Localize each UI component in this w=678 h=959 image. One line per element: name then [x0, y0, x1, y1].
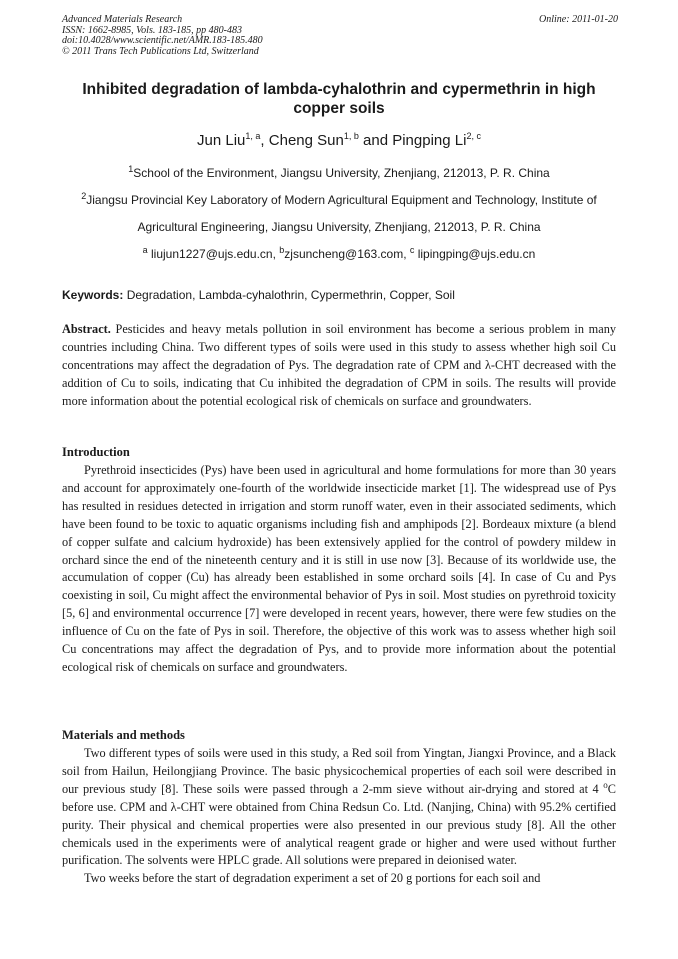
email-superscript: a	[142, 245, 148, 255]
abstract	[62, 321, 616, 411]
methods-text: C before use. CPM and λ-CHT were obtained from China Redsun Co. Ltd. (Nanjing, China) with 95.2% certified purity. Their physical and chemical properties were also presented in our previous study [8]. All the other chemicals used in the experiments were of analytical reagent grade or higher and were used without further purification. The solvents were HPLC grade. All solutions were prepared in deionised water.	[62, 781, 616, 868]
author-superscript: 2, c	[466, 131, 481, 141]
email-link[interactable]: liujun1227@ujs.edu.cn,	[147, 247, 280, 261]
journal-header	[62, 15, 618, 57]
methods-text: Two different types of soils were used in this study, a Red soil from Yingtan, Jiangxi Province, and a Black soil from Hailun, Heilongjiang Province. The basic physicochemical properties of each soil were described in our previous study [8]. These soils were passed through a 2-mm sieve without air-drying and stored at 4	[62, 746, 616, 796]
online-date: Online: 2011-01-20	[539, 14, 618, 25]
author-superscript: 1, b	[343, 131, 359, 141]
degree-superscript: o	[603, 779, 608, 790]
affiliation-2	[62, 193, 616, 207]
introduction-paragraph: Pyrethroid insecticides (Pys) have been used in agricultural and home formulations for more than 30 years and account for approximately one-fourth of the worldwide insecticide market [1]. The widespread use of Pys has resulted in residues detected in irrigation and storm runoff water, even in their associated sediments, which have been found to be toxic to aquatic organisms including fish and amphipods [2]. Bordeaux mixture (a blend of copper sulfate and calcium hydroxide) has been extensively applied for the control of powdery mildew in orchard since the end of the nineteenth century and it is still in use now [3]. Because of its worldwide use, the accumulation of copper (Cu) has already been established in some orchard soils [4]. In case of Cu and Pys coexisting in soil, Cu might affect the environmental behavior of Pys in soil. Most studies on pyrethroid toxicity [5, 6] and environmental occurrence [7] were developed in recent years, however, there were few studies on the influence of Cu on the fate of Pys in soil. Therefore, the objective of this work was to assess whether high soil Cu concentrations may affect the degradation of Pys, and to provide more information about the potential ecological risk of chemicals on surface and groundwaters.	[62, 463, 616, 674]
doi-line: doi:10.4028/www.scientific.net/AMR.183-185.480	[62, 35, 263, 46]
methods-paragraph-1	[62, 745, 616, 870]
affiliation-text: Jiangsu Provincial Key Laboratory of Modern Agricultural Equipment and Technology, Institute of	[86, 193, 597, 207]
author-name: Cheng Sun	[268, 132, 344, 149]
journal-name: Advanced Materials Research	[62, 14, 183, 25]
author-separator: ,	[260, 132, 269, 149]
email-superscript: b	[279, 245, 285, 255]
methods-paragraph-2: Two weeks before the start of degradation experiment a set of 20 g portions for each soil and	[84, 871, 541, 886]
keywords-text: Degradation, Lambda-cyhalothrin, Cypermethrin, Copper, Soil	[123, 288, 455, 302]
affiliation-superscript: 1	[128, 164, 134, 174]
abstract-text: Pesticides and heavy metals pollution in soil environment has become a serious problem in many countries including China. Two different types of soils were used in this study to assess whether high soil Cu concentrations may affect the degradation of Pys. The degradation rate of CPM and λ-CHT decreased with the addition of Cu to soils, indicating that Cu inhibited the degradation of CPM in soils. The results will provide more information about the potential ecological risk of chemicals on surface and groundwaters.	[62, 322, 616, 408]
email-link[interactable]: zjsuncheng@163.com,	[284, 247, 410, 261]
methods-section	[62, 745, 616, 888]
affiliation-text: School of the Environment, Jiangsu University, Zhenjiang, 212013, P. R. China	[133, 166, 550, 180]
affiliation-1	[62, 166, 616, 180]
author-name: Jun Liu	[197, 132, 246, 149]
copyright-line: © 2011 Trans Tech Publications Ltd, Switzerland	[62, 45, 259, 57]
email-superscript: c	[409, 245, 415, 255]
abstract-label: Abstract.	[62, 322, 111, 336]
author-list	[62, 132, 616, 149]
author-emails	[62, 247, 616, 261]
issn-line: ISSN: 1662-8985, Vols. 183-185, pp 480-483	[62, 24, 242, 36]
author-separator: and	[358, 132, 393, 149]
introduction-heading: Introduction	[62, 445, 130, 459]
affiliation-2-continued: Agricultural Engineering, Jiangsu University, Zhenjiang, 212013, P. R. China	[137, 220, 541, 234]
email-link[interactable]: lipingping@ujs.edu.cn	[414, 247, 536, 261]
keywords	[62, 288, 616, 302]
affiliation-superscript: 2	[81, 191, 87, 201]
author-superscript: 1, a	[245, 131, 261, 141]
keywords-label: Keywords:	[62, 288, 124, 302]
methods-heading: Materials and methods	[62, 728, 185, 742]
paper-title: Inhibited degradation of lambda-cyhalothrin and cypermethrin in high copper soils	[82, 81, 596, 117]
author-name: Pingping Li	[392, 132, 467, 149]
